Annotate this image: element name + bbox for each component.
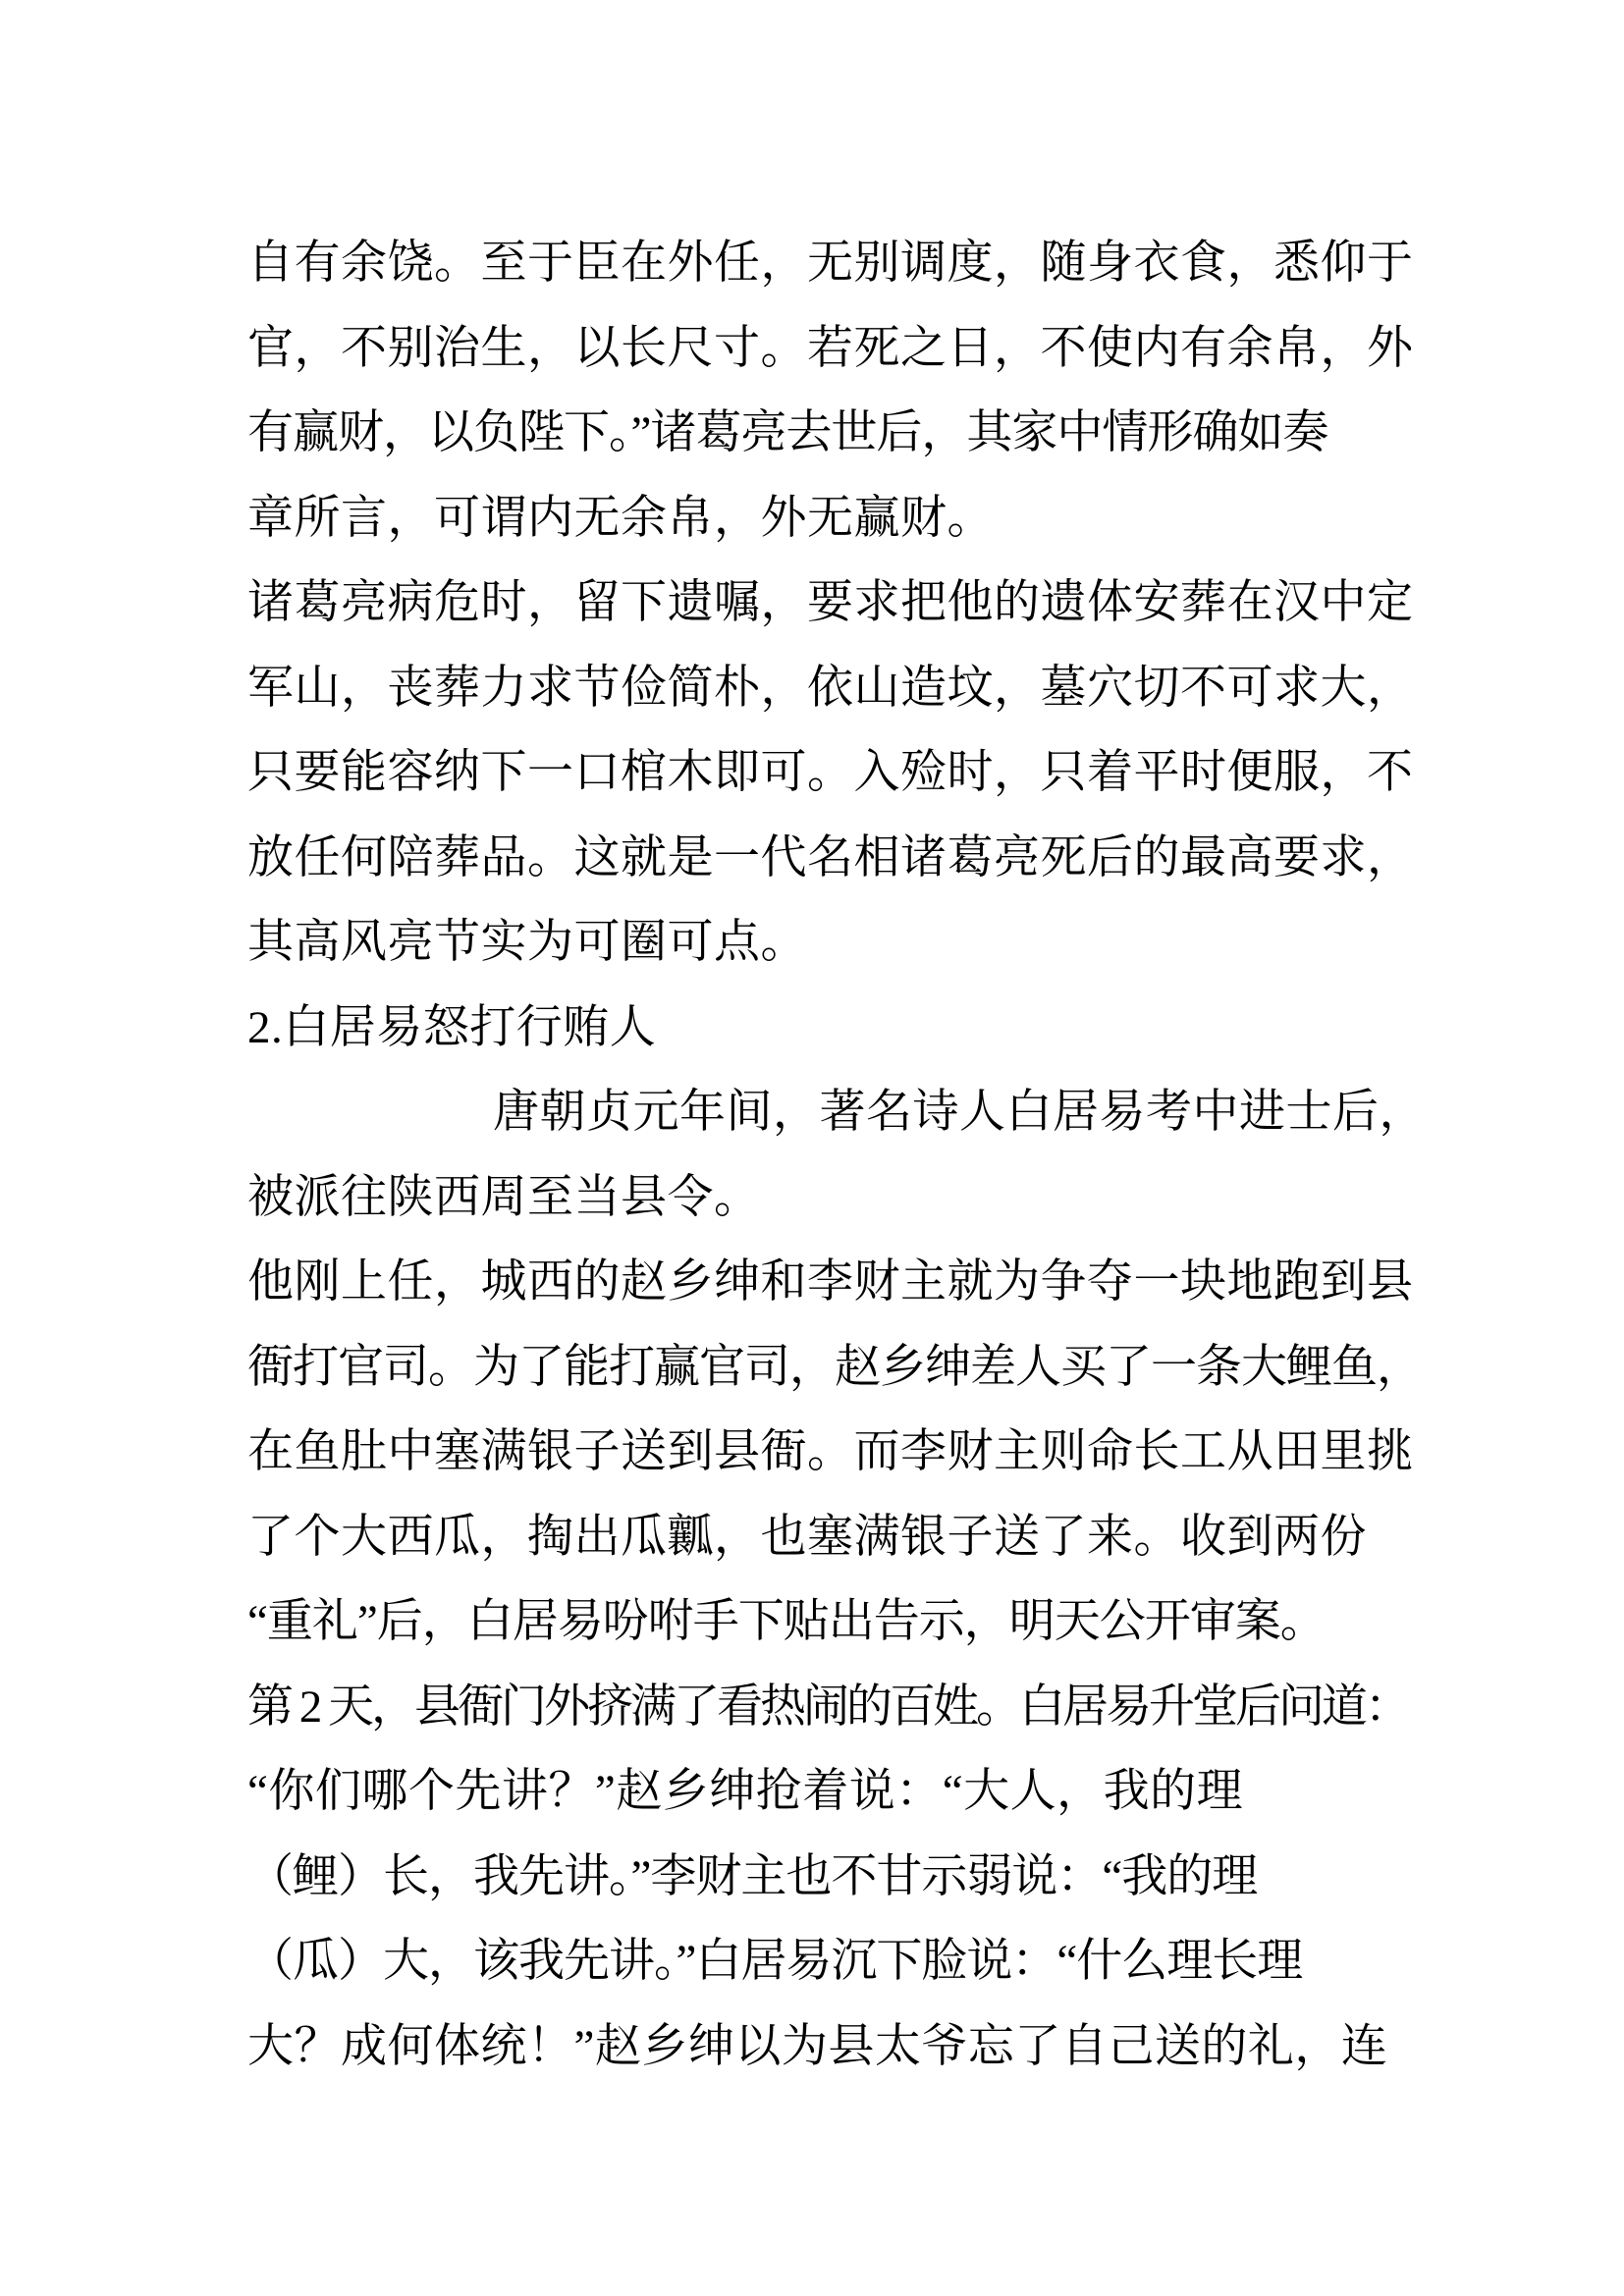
text-line: 自有余饶。至于臣在外任，无别调度，随身衣食，悉仰于 [247,238,1414,289]
text-line: 只要能容纳下一口棺木即可。入殓时，只着平时便服，不 [247,747,1414,798]
text-line: （瓜）大，该我先讲。”白居易沉下脸说：“什么理长理 [247,1936,1303,1987]
text-line: 衙打官司。为了能打赢官司，赵乡绅差人买了一条大鲤鱼， [247,1341,1422,1393]
text-line: 大？成何体统！”赵乡绅以为县太爷忘了自己送的礼，连 [247,2020,1388,2072]
text-line: （鲤）长，我先讲。”李财主也不甘示弱说：“我的理 [247,1850,1258,1902]
text-line: “你们哪个先讲？”赵乡绅抢着说：“大人，我的理 [247,1766,1244,1817]
text-line: 有赢财，以负陛下。”诸葛亮去世后，其家中情形确如奏 [247,407,1328,458]
text-line: “重礼”后，白居易吩咐手下贴出告示，明天公开审案。 [247,1596,1326,1647]
document-text-block [247,221,1467,2089]
text-line: 放任何陪葬品。这就是一代名相诸葛亮死后的最高要求， [247,831,1414,883]
text-line: 其高风亮节实为可圈可点。 [247,917,807,968]
text-line: 在鱼肚中塞满银子送到县衙。而李财主则命长工从田里挑 [247,1426,1414,1477]
text-line: 唐朝贞元年间，著名诗人白居易考中进士后， [493,1087,1426,1138]
text-line: 军山，丧葬力求节俭简朴，依山造坟，墓穴切不可求大， [247,662,1414,714]
text-line: 官，不别治生，以长尺寸。若死之日，不使内有余帛，外 [247,322,1414,374]
text-line: 章所言，可谓内无余帛，外无赢财。 [247,492,994,544]
text-line: 他刚上任，城西的赵乡绅和李财主就为争夺一块地跑到县 [247,1256,1414,1308]
text-line: 诸葛亮病危时，留下遗嘱，要求把他的遗体安葬在汉中定 [247,577,1414,628]
text-line: 被派往陕西周至当县令。 [247,1171,761,1223]
text-line: 第 2 天，县衙门外挤满了看热闹的百姓。白居易升堂后问道： [247,1681,1408,1733]
text-line: 了个大西瓜，掏出瓜瓤，也塞满银子送了来。收到两份 [247,1511,1367,1563]
section-heading-line: 2.白居易怒打行贿人 [247,1001,657,1053]
